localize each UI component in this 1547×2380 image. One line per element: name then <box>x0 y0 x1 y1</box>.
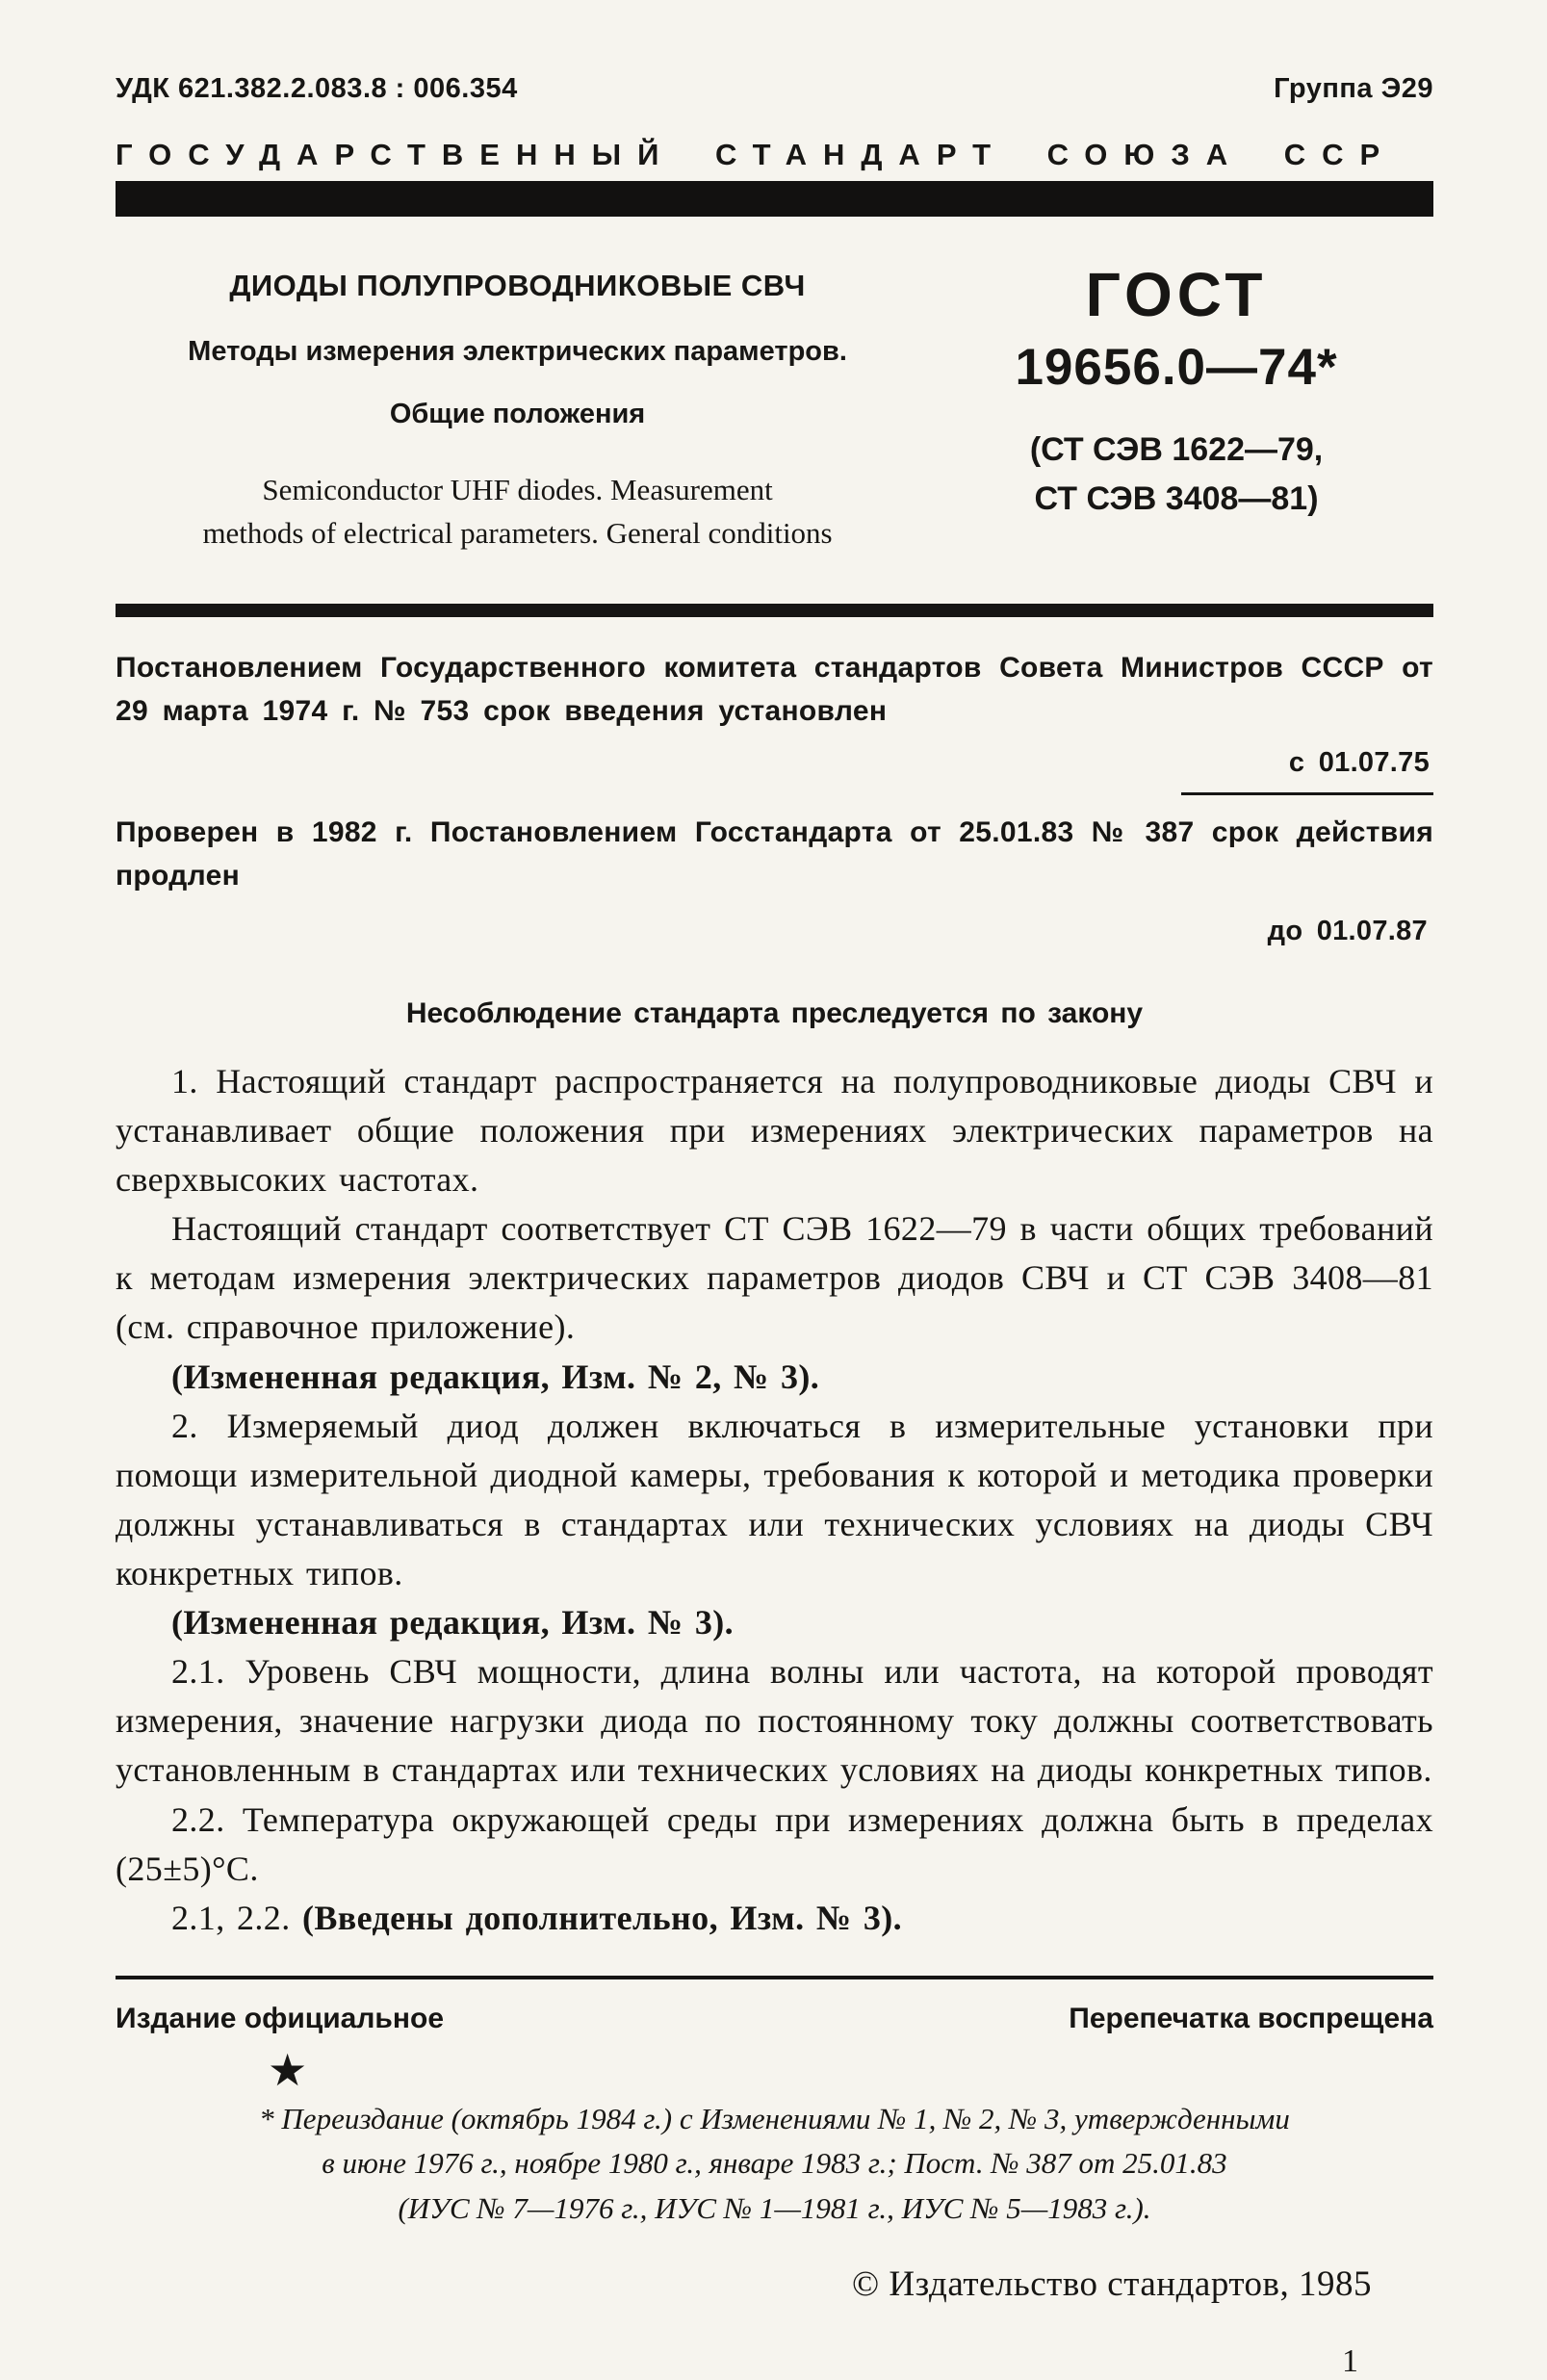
body-paragraph-2: Настоящий стандарт соответствует СТ СЭВ 1622—79 в части общих требований к методам измерения электрических параметров диодов СВЧ и СТ СЭВ 3408—81 (см. справочное приложение). <box>116 1209 1433 1347</box>
ru-subtitle: Методы измерения электрических параметров. <box>188 336 847 367</box>
body-paragraph-6: 2.1. Уровень СВЧ мощности, длина волны или частота, на которой проводят измерения, значение нагрузки диода по постоянному току должны соответствовать установленным в стандартах или технических условиях на диоды конкретных типов. <box>116 1652 1433 1790</box>
footnote <box>116 2097 1433 2232</box>
sev-reference-line2: СТ СЭВ 3408—81) <box>1034 480 1319 517</box>
standard-banner: ГОСУДАРСТВЕННЫЙ СТАНДАРТ СОЮЗА ССР <box>116 138 1397 171</box>
effective-date-row <box>116 742 1433 796</box>
footnote-line-3: (ИУС № 7—1976 г., ИУС № 1—1981 г., ИУС № 5—1983 г.). <box>398 2190 1151 2225</box>
body-paragraph-1: 1. Настоящий стандарт распространяется на полупроводниковые диоды СВЧ и устанавливает общие положения при измерениях электрических параметров на сверхвысоких частотах. <box>116 1061 1433 1200</box>
body-paragraph-8-amendment: (Введены дополнительно, Изм. № 3). <box>302 1898 903 1937</box>
body-paragraph-5-amendment: (Измененная редакция, Изм. № 3). <box>171 1603 735 1643</box>
group-label: Группа Э29 <box>1274 73 1433 104</box>
separator-bar <box>116 604 1433 617</box>
sev-reference-line1: (СТ СЭВ 1622—79, <box>1029 431 1324 468</box>
ru-title: ДИОДЫ ПОЛУПРОВОДНИКОВЫЕ СВЧ <box>229 269 806 302</box>
ru-subtitle2: Общие положения <box>389 399 646 429</box>
gost-label: ГОСТ <box>1085 260 1268 329</box>
decree-section <box>116 646 1433 953</box>
footnote-line-2: в июне 1976 г., ноябре 1980 г., январе 1983 г.; Пост. № 387 от 25.01.83 <box>322 2146 1227 2181</box>
title-left-column <box>116 259 919 556</box>
body-paragraph-3-amendment: (Измененная редакция, Изм. № 2, № 3). <box>171 1357 820 1396</box>
sev-reference <box>919 426 1433 524</box>
footer-row <box>116 2003 1433 2035</box>
decree-paragraph-2: Проверен в 1982 г. Постановлением Госстандарта от 25.01.83 № 387 срок действия продлен <box>116 816 1433 892</box>
law-notice: Несоблюдение стандарта преследуется по закону <box>405 996 1144 1029</box>
title-section <box>116 259 1433 556</box>
body-paragraph-8 <box>116 1894 1433 1943</box>
en-title-line1: Semiconductor UHF diodes. Measurement <box>262 473 773 506</box>
footnote-line-1: * Переиздание (октябрь 1984 г.) с Изменениями № 1, № 2, № 3, утвержденными <box>259 2101 1290 2135</box>
copyright-notice: © Издательство стандартов, 1985 <box>852 2264 1372 2305</box>
decree-paragraph-1: Постановлением Государственного комитета стандартов Совета Министров СССР от 29 марта 1974 г. № 753 срок введения установлен <box>116 651 1433 727</box>
reprint-label: Перепечатка воспрещена <box>1069 2002 1433 2034</box>
header-bar <box>116 181 1433 217</box>
udk-label: УДК 621.382.2.083.8 : 006.354 <box>116 73 518 104</box>
effective-date: с 01.07.75 <box>1181 742 1433 796</box>
gost-designation-block <box>919 259 1433 556</box>
body-paragraph-8-prefix: 2.1, 2.2. <box>171 1898 302 1937</box>
en-title-line2: methods of electrical parameters. General conditions <box>202 515 833 550</box>
edition-label: Издание официальное <box>116 2002 445 2034</box>
page-number: 1 <box>1342 2343 1358 2380</box>
body-paragraph-7: 2.2. Температура окружающей среды при измерениях должна быть в пределах (25±5)°С. <box>116 1799 1433 1888</box>
udk-row <box>116 73 1433 105</box>
body-paragraph-4: 2. Измеряемый диод должен включаться в измерительные установки при помощи измерительной диодной камеры, требования к которой и методика проверки должны устанавливаться в стандартах или технических условиях на диоды СВЧ конкретных типов. <box>116 1406 1433 1592</box>
body-text <box>116 1057 1433 1943</box>
star-icon: ★ <box>268 2045 308 2095</box>
footer-rule <box>116 1976 1433 1979</box>
expiry-date: до 01.07.87 <box>1267 916 1428 947</box>
gost-number: 19656.0—74* <box>1015 339 1338 396</box>
